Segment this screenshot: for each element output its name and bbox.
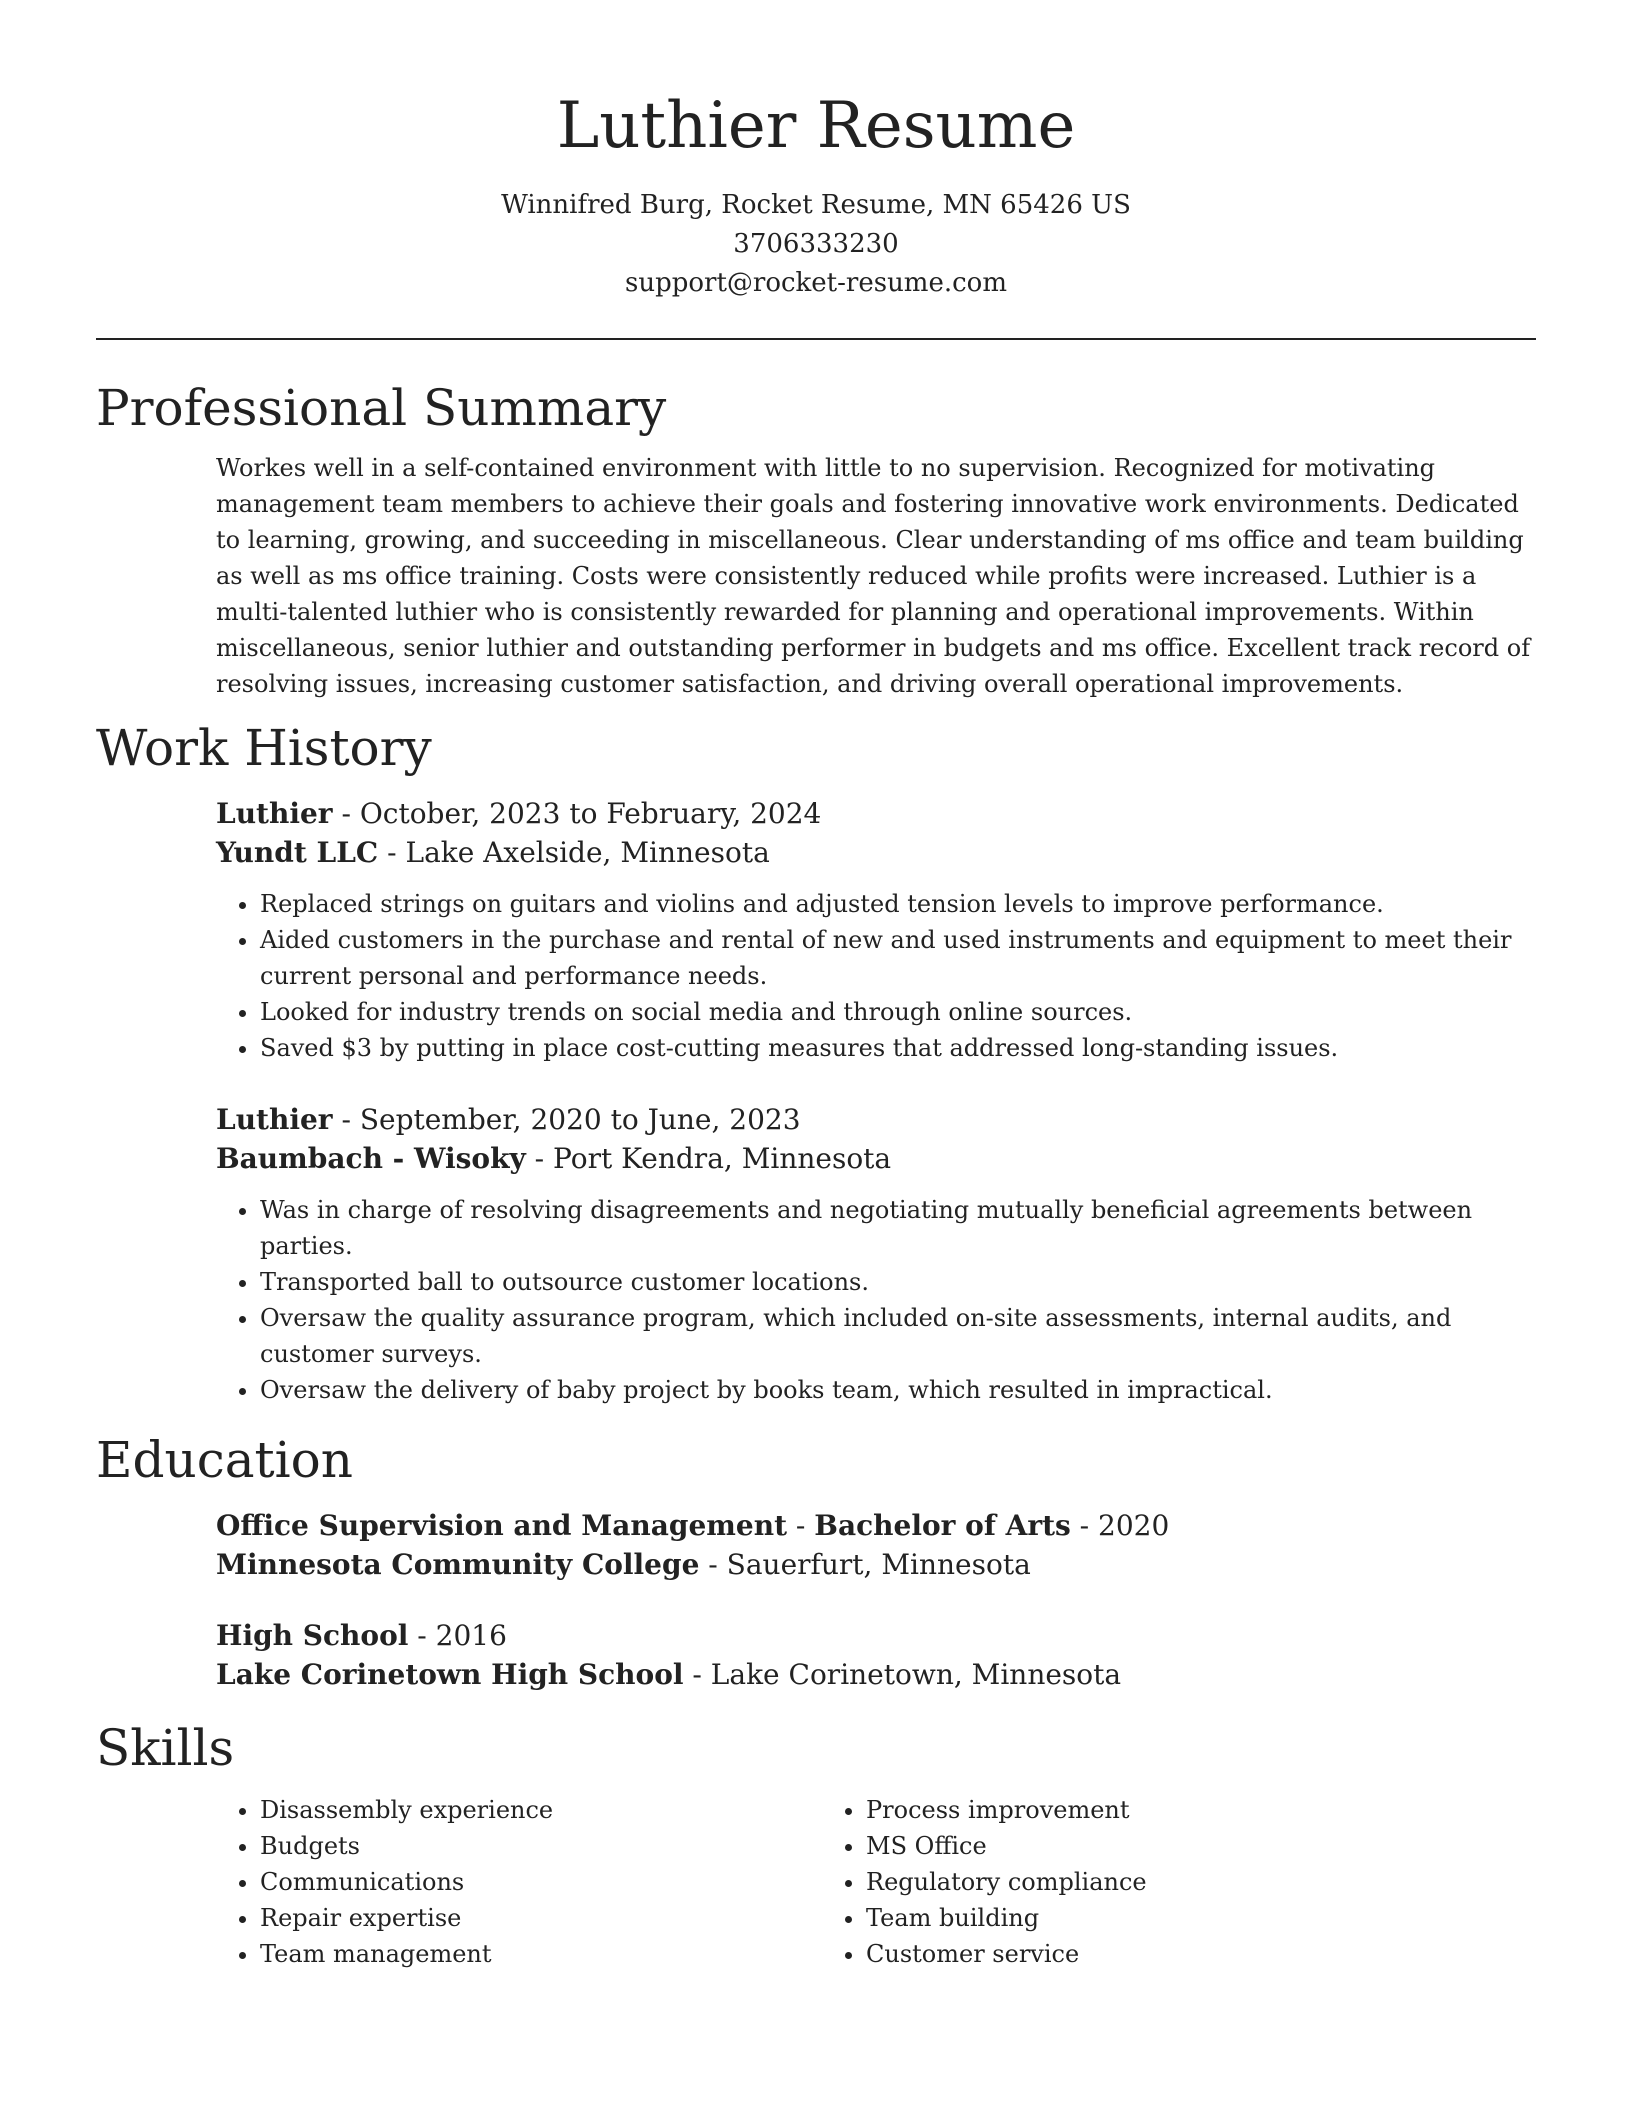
job-title-line [216,1100,1536,1139]
skill-item: • MS Office [866,1828,1462,1864]
contact-block [96,186,1536,303]
job-bullet: • Saved $3 by putting in place cost-cutting measures that addressed long-standing issues. [260,1030,1536,1066]
job-bullet: • Replaced strings on guitars and violins and adjusted tension levels to improve performance. [260,886,1536,922]
education-entry [216,1506,1536,1584]
education-school: Minnesota Community College [216,1548,700,1581]
job-title: Luthier [216,1103,333,1136]
job-location: Lake Axelside, Minnesota [405,836,770,869]
job-dates: October, 2023 to February, 2024 [359,797,822,830]
education-degree: Bachelor of Arts [814,1509,1071,1542]
summary-heading: Professional Summary [96,379,667,437]
resume-page [96,0,1536,1972]
education-program: Office Supervision and Management [216,1509,788,1542]
job-bullet: • Transported ball to outsource customer locations. [260,1264,1536,1300]
job-bullet: • Oversaw the delivery of baby project by books team, which resulted in impractical. [260,1372,1536,1408]
education-entry [216,1616,1536,1694]
job-title: Luthier [216,797,333,830]
job-company: Yundt LLC [216,836,379,869]
job-title-line [216,794,1536,833]
education-program-line [216,1506,1536,1545]
job-entry [216,1100,1536,1408]
job-entry [216,794,1536,1066]
education-location: Lake Corinetown, Minnesota [710,1658,1122,1691]
contact-email: support@rocket-resume.com [624,268,1007,298]
skills-column-left [216,1792,822,1972]
skills-heading: Skills [96,1719,235,1777]
job-bullet: • Oversaw the quality assurance program, which included on-site assessments, internal audits, and customer surveys. [260,1300,1536,1372]
skill-item: • Team management [260,1936,822,1972]
education-year: 2020 [1098,1509,1170,1542]
education-program-line [216,1616,1536,1655]
education-school: Lake Corinetown High School [216,1658,684,1691]
contact-phone: 3706333230 [733,229,899,259]
header-divider [96,338,1536,340]
skill-item: • Communications [260,1864,822,1900]
contact-address: Winnifred Burg, Rocket Resume, MN 65426 US [501,190,1131,220]
summary-text: Workes well in a self-contained environment with little to no supervision. Recognized for motivating management team members to achieve their goals and fostering innovative work environments. Dedicated to learning, growing, and succeeding in miscellaneous. Clear understanding of ms office and team building as well as ms office training. Costs were consistently reduced while profits were increased. Luthier is a multi-talented luthier who is consistently rewarded for planning and operational improvements. Within miscellaneous, senior luthier and outstanding performer in budgets and ms office. Excellent track record of resolving issues, increasing customer satisfaction, and driving overall operational improvements. [216,454,1531,698]
education-program: High School [216,1619,409,1652]
skill-item: • Disassembly experience [260,1792,822,1828]
skill-item: • Regulatory compliance [866,1864,1462,1900]
separator: - [378,836,406,869]
job-company-line [216,833,1536,872]
separator: - [408,1619,436,1652]
job-company: Baumbach - Wisoky [216,1142,526,1175]
job-bullet: • Was in charge of resolving disagreements and negotiating mutually beneficial agreements between parties. [260,1192,1536,1264]
separator: - [332,797,360,830]
skill-item: • Customer service [866,1936,1462,1972]
separator: - [787,1509,815,1542]
job-bullets [216,1192,1536,1408]
job-bullet: • Aided customers in the purchase and rental of new and used instruments and equipment to meet their current personal and performance needs. [260,922,1536,994]
skills-column-right [822,1792,1462,1972]
resume-title: Luthier Resume [556,89,1076,163]
education-location: Sauerfurt, Minnesota [726,1548,1031,1581]
skill-item: • Budgets [260,1828,822,1864]
skill-item: • Team building [866,1900,1462,1936]
job-location: Port Kendra, Minnesota [553,1142,892,1175]
separator: - [1070,1509,1099,1542]
separator: - [525,1142,554,1175]
education-year: 2016 [435,1619,507,1652]
skills-grid [216,1792,1536,1972]
education-school-line [216,1655,1536,1694]
education-school-line [216,1545,1536,1584]
skill-item: • Process improvement [866,1792,1462,1828]
separator: - [332,1103,360,1136]
job-dates: September, 2020 to June, 2023 [359,1103,801,1136]
job-bullet: • Looked for industry trends on social media and through online sources. [260,994,1536,1030]
job-company-line [216,1139,1536,1178]
separator: - [699,1548,727,1581]
separator: - [683,1658,711,1691]
job-bullets [216,886,1536,1066]
skill-item: • Repair expertise [260,1900,822,1936]
work-history-heading: Work History [96,719,432,777]
education-heading: Education [96,1431,353,1489]
